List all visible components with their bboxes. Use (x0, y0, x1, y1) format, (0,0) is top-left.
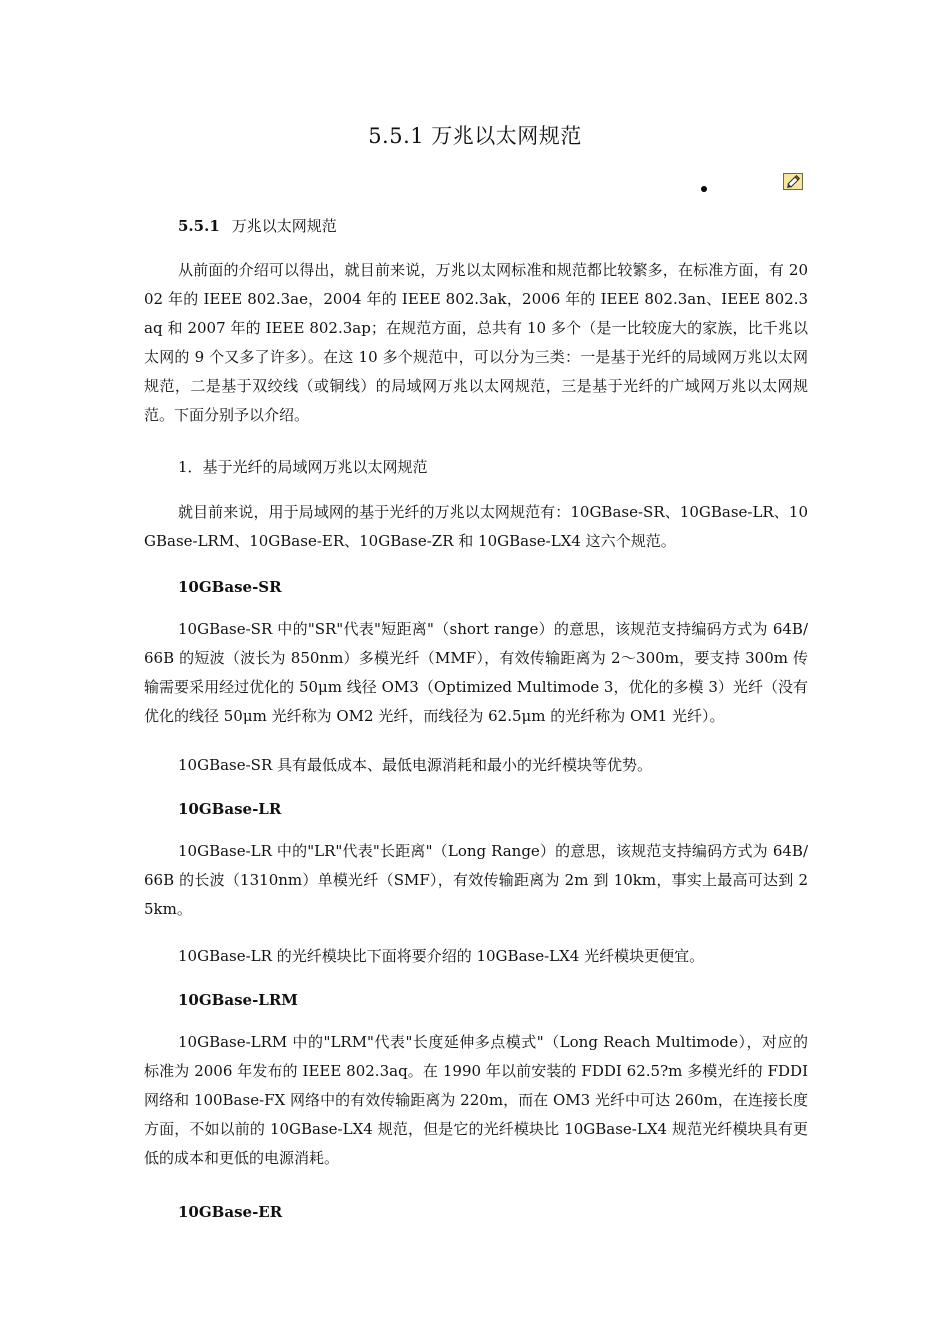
section-number: 5.5.1 (178, 217, 220, 235)
intro-paragraph: 从前面的介绍可以得出，就目前来说，万兆以太网标准和规范都比较繁多，在标准方面，有 2002 年的 IEEE 802.3ae，2004 年的 IEEE 802.3ak，2006 年的 IEEE 802.3an、IEEE 802.3aq 和 2007 年的 IEEE 802.3ap；在规范方面，总共有 10 多个（是一比较庞大的家族，比千兆以太网的 9 个又多了许多）。在这 10 多个规范中，可以分为三类：一是基于光纤的局域网万兆以太网规范，二是基于双绞线（或铜线）的局域网万兆以太网规范，三是基于光纤的广域网万兆以太网规范。下面分别予以介绍。 (144, 261, 808, 424)
spec-heading-10gbase-lrm: 10GBase-LRM (178, 991, 298, 1009)
paragraph-10gbase-lr: 10GBase-LR 中的"LR"代表"长距离"（Long Range）的意思，该规范支持编码方式为 64B/66B 的长波（1310nm）单模光纤（SMF），有效传输距离为 2m 到 10km，事实上最高可达到 25km。 (144, 842, 808, 918)
bullet-marker (701, 186, 707, 192)
spec-heading-10gbase-sr: 10GBase-SR (178, 578, 282, 596)
spec-heading-10gbase-lr: 10GBase-LR (178, 800, 282, 818)
page-title: 5.5.1 万兆以太网规范 (368, 124, 582, 148)
lan-fiber-paragraph: 就目前来说，用于局域网的基于光纤的万兆以太网规范有：10GBase-SR、10GBase-LR、10GBase-LRM、10GBase-ER、10GBase-ZR 和 10GBase-LX4 这六个规范。 (144, 503, 808, 550)
section-heading (144, 212, 842, 241)
paragraph-10gbase-lr-module: 10GBase-LR 的光纤模块比下面将要介绍的 10GBase-LX4 光纤模块更便宜。 (178, 947, 705, 965)
paragraph-10gbase-lrm: 10GBase-LRM 中的"LRM"代表"长度延伸多点模式"（Long Reach Multimode），对应的标准为 2006 年发布的 IEEE 802.3aq。在 1990 年以前安装的 FDDI 62.5?m 多模光纤的 FDDI 网络和 100Base-FX 网络中的有效传输距离为 220m，而在 OM3 光纤中可达 260m，在连接长度方面，不如以前的 10GBase-LX4 规范，但是它的光纤模块比 10GBase-LX4 规范光纤模块具有更低的成本和更低的电源消耗。 (144, 1033, 808, 1167)
edit-note-icon[interactable] (783, 173, 803, 190)
subsection-heading: 1．基于光纤的局域网万兆以太网规范 (178, 458, 428, 476)
section-heading-text: 万兆以太网规范 (231, 217, 337, 235)
paragraph-10gbase-sr-advantages: 10GBase-SR 具有最低成本、最低电源消耗和最小的光纤模块等优势。 (178, 756, 653, 774)
spec-heading-10gbase-er: 10GBase-ER (178, 1203, 283, 1221)
paragraph-10gbase-sr: 10GBase-SR 中的"SR"代表"短距离"（short range）的意思，该规范支持编码方式为 64B/66B 的短波（波长为 850nm）多模光纤（MMF），有效传输距离为 2～300m，要支持 300m 传输需要采用经过优化的 50μm 线径 OM3（Optimized Multimode 3，优化的多模 3）光纤（没有优化的线径 50μm 光纤称为 OM2 光纤，而线径为 62.5μm 的光纤称为 OM1 光纤）。 (144, 620, 808, 725)
